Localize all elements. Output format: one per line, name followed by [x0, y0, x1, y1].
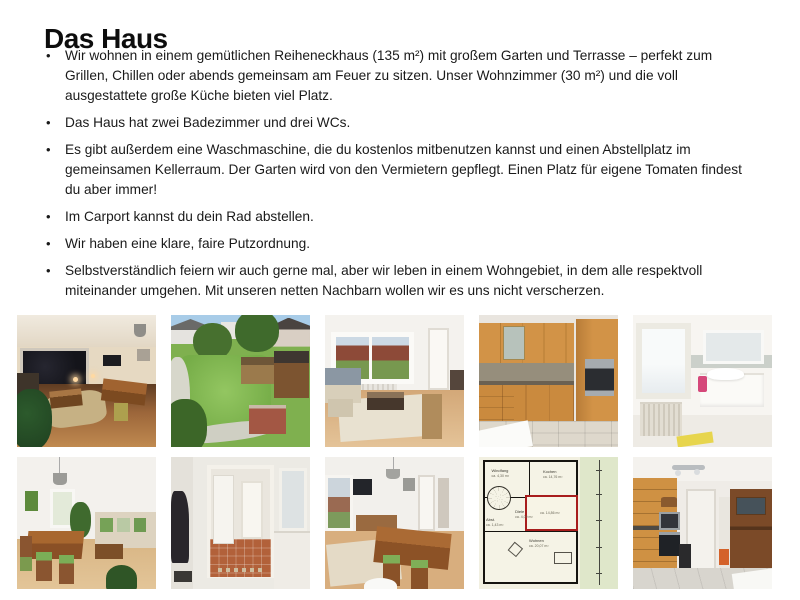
photo-dining-room [17, 457, 156, 589]
pendant-lamp [134, 324, 147, 337]
built-in-oven [585, 359, 614, 396]
room-label: Windfang [491, 467, 509, 473]
room-label: Wohnen [529, 537, 544, 543]
deco-tile-row [218, 568, 265, 572]
spot-lamp-bulb [675, 470, 681, 476]
pergola [241, 357, 277, 383]
backsplash [479, 363, 574, 381]
sofa [325, 368, 361, 404]
photo-kitchen-wood [479, 315, 618, 447]
sofa-cushion [134, 518, 147, 533]
window [636, 323, 692, 400]
room-area: ca. 14,76 m² [542, 475, 563, 480]
microwave [659, 512, 680, 529]
mirror-cabinet [703, 330, 764, 364]
bullet-item: • Das Haus hat zwei Badezimmer und drei WCs. [44, 113, 756, 133]
stairs [487, 486, 511, 510]
coffee-table [95, 544, 123, 559]
basket [661, 497, 678, 508]
photo-living-dining [325, 457, 464, 589]
chair [411, 560, 428, 589]
sofa-symbol [554, 552, 572, 564]
tree [235, 315, 279, 352]
window [325, 475, 353, 530]
white-table-edge [364, 578, 397, 589]
chair [114, 403, 128, 420]
wall-art [137, 349, 151, 361]
orange-bucket [719, 549, 729, 565]
window-mullion [369, 332, 372, 383]
plant [106, 565, 137, 589]
upper-cabinets [479, 323, 574, 363]
photo-kitchen-hutch [633, 457, 772, 589]
lamp-cord [59, 457, 60, 473]
pendant-lamp [53, 473, 67, 485]
photo-living-room-evening [17, 315, 156, 447]
bullet-list [44, 46, 756, 308]
pink-towel [698, 376, 706, 392]
photo-hallway [171, 457, 310, 589]
photo-garden-aerial [171, 315, 310, 447]
tv [353, 479, 372, 495]
dining-table [25, 531, 84, 559]
wall-art [403, 478, 416, 491]
chair [36, 552, 51, 581]
hutch-glass [736, 497, 767, 515]
room-area: ca. 20,07 m² [529, 544, 549, 549]
dimension-tick [596, 573, 602, 574]
page-title: Das Haus [44, 22, 168, 54]
room-area: ca. 4,30 m² [491, 474, 510, 479]
sofa-cushion [100, 518, 113, 533]
lamp-glow [73, 377, 78, 382]
door [438, 478, 449, 528]
bullet-item: • Wir wohnen in einem gemütlichen Reiheneckhaus (135 m²) mit großem Garten und Terrasse – perfekt zum Grillen, Chillen oder abends gemeinsam am Feuer zu sitzen. Unser Wohnzimmer (30 m²) und die voll ausgestattete große Küche bieten viel Platz. [44, 46, 756, 106]
chair [422, 394, 441, 439]
room-label: Kochen [542, 469, 557, 475]
tv [103, 355, 121, 367]
radiator [640, 402, 682, 436]
room-area: ca. 4,09 m² [515, 515, 533, 520]
wall [529, 460, 530, 497]
room-area: ca. 14,86 m² [540, 511, 560, 516]
dimension-tick [596, 520, 602, 521]
door [418, 475, 435, 530]
dimension-tick [596, 470, 602, 471]
garden-shed [274, 351, 309, 399]
mirror [279, 468, 307, 531]
sink [707, 368, 745, 380]
bullet-item: • Wir haben eine klare, faire Putzordnung. [44, 234, 756, 254]
oven [659, 532, 680, 556]
photo-bathroom [633, 315, 772, 447]
photo-grid [17, 315, 772, 589]
room-label: Abst. [485, 516, 496, 522]
dimension-tick [596, 547, 602, 548]
sofa-cushion [117, 518, 130, 533]
ottoman [328, 399, 353, 416]
drawer-lines [479, 385, 514, 421]
open-door [428, 328, 449, 390]
glass-cabinet-door [503, 326, 525, 360]
coffee-table [367, 392, 405, 410]
chair [59, 555, 74, 584]
bullet-item: • Im Carport kannst du dein Rad abstellen. [44, 207, 756, 227]
coats [171, 491, 189, 562]
shoes [174, 571, 192, 583]
trash-bin [679, 544, 692, 568]
chair [20, 536, 33, 570]
half-wall [274, 531, 310, 589]
plant [17, 389, 52, 447]
room-label: Diele [515, 508, 525, 514]
far-doorway [241, 481, 263, 539]
bullet-item: • Es gibt außerdem eine Waschmaschine, die du kostenlos mitbenutzen kannst und einen Abstellplatz im gemeinsamen Kellerraum. Der Garten wird von den Vermietern gepflegt. Einen Platz für eigene Tomaten findest du aber immer! [44, 140, 756, 200]
wardrobe [213, 475, 234, 544]
dark-furniture [450, 370, 464, 391]
photo-floor-plan [479, 457, 618, 589]
bullet-item: • Selbstverständlich feiern wir auch gerne mal, aber wir leben in einem Wohngebiet, in dem alle respektvoll miteinander umgehen. Mit unseren netten Nachbarn wollen wir es uns nicht verscherzen. [44, 261, 756, 301]
wall [483, 531, 578, 532]
photo-bright-living-room [325, 315, 464, 447]
bush [171, 399, 207, 447]
brick-wall [249, 405, 287, 434]
pendant-lamp [386, 469, 400, 480]
dimension-line [599, 460, 600, 585]
green-artwork [25, 491, 38, 511]
dimension-tick [596, 494, 602, 495]
room-area: ca. 1,43 m² [485, 523, 504, 527]
spot-lamp-bulb [694, 469, 700, 475]
